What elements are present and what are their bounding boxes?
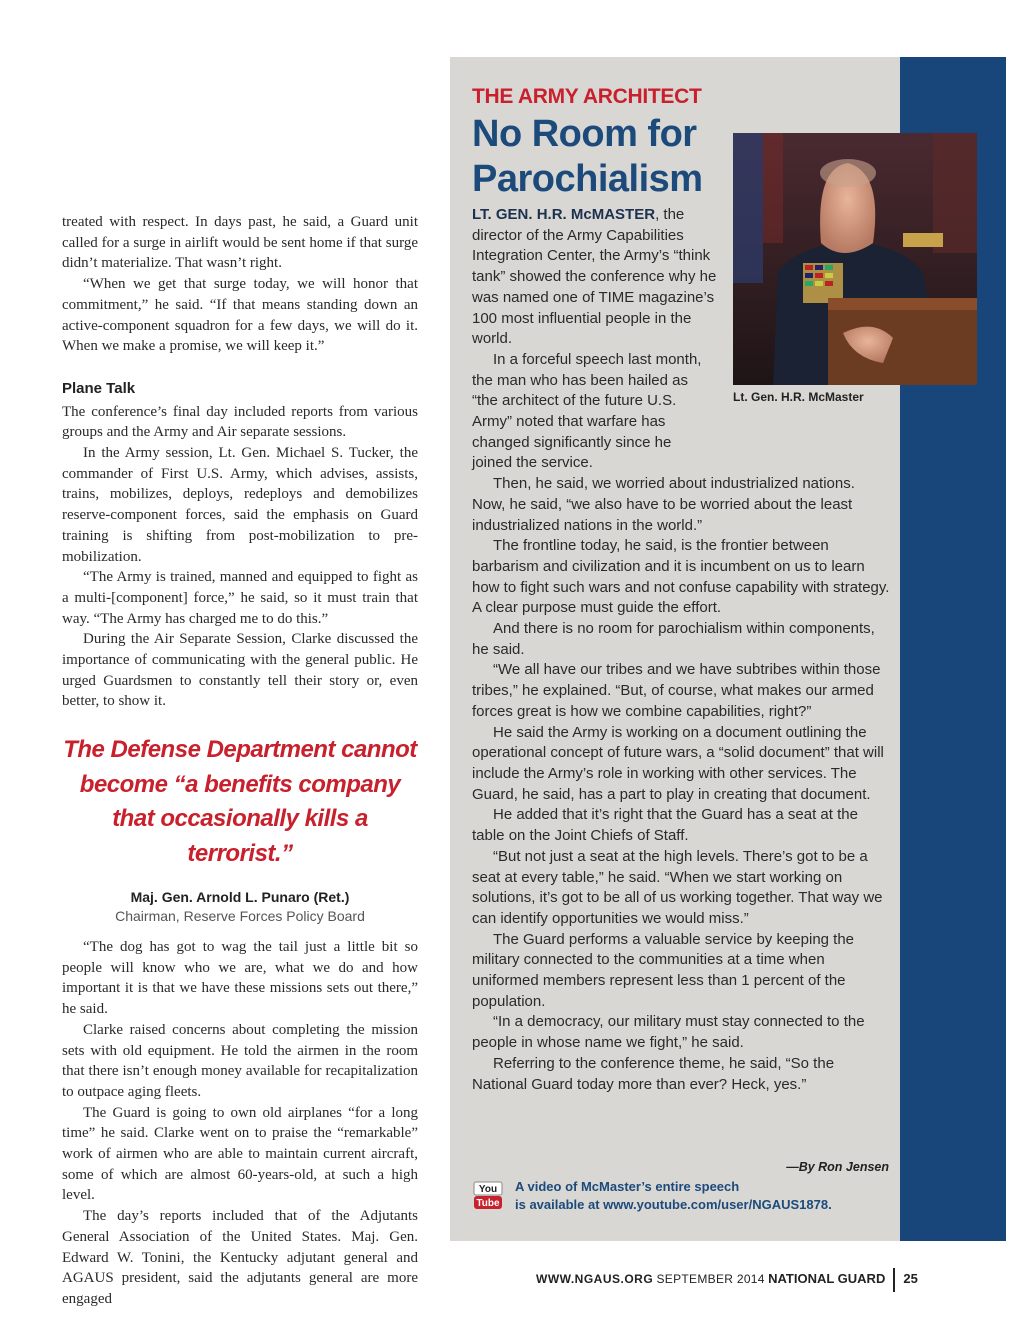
photo-caption: Lt. Gen. H.R. McMaster [733,390,864,404]
paragraph [472,205,728,350]
paragraph: “When we get that surge today, we will honor that commitment,” he said. “If that means standing down an active-component squadron for a few days, we will do it. When we make a promise, we will keep it.” [62,276,418,355]
sidebar-headline: No Room for Parochialism [472,113,703,200]
paragraph: He added that it’s right that the Guard has a seat at the table on the Joint Chiefs of Staff. [472,806,858,845]
paragraph: The Guard is going to own old airplanes “for a long time” he said. Clarke went on to praise the “remarkable” work of airmen who are able to maintain current aircraft, some of which are almost 60-years-old, at such a high level. [62,1104,418,1204]
paragraph: “We all have our tribes and we have subtribes within those tribes,” he explained. “But, of course, what makes our armed forces great is how we combine capabilities, right?” [472,661,881,720]
lead-name: LT. GEN. H.R. McMASTER [472,206,656,223]
paragraph [472,350,890,474]
video-note-line1: A video of McMaster’s entire speech [515,1179,740,1194]
sidebar-kicker: THE ARMY ARCHITECT [472,85,702,108]
paragraph: “The dog has got to wag the tail just a little bit so people will know who we are, what we do and how important it is that we have these missions sets out there,” he said. [62,939,418,1018]
paragraph: He said the Army is working on a document outlining the operational concept of future wars, a “solid document” that will include the Army’s role in working with other services. The Guard, he said, has a part to play in creating that document. [472,723,884,803]
paragraph: The frontline today, he said, is the frontier between barbarism and civilization and it is incumbent on us to learn how to fight such wars and not confuse capability with strategy. A clear purpose must guide the effort. [472,537,890,617]
youtube-you-text: You [478,1184,498,1195]
paragraph: In the Army session, Lt. Gen. Michael S. Tucker, the commander of First U.S. Army, which advises, assists, trains, mobilizes, deploys, redeploys and demobilizes reserve-component forces, said the emphasis on Guard training is shifting from post-mobilization to pre-mobilization. [62,445,418,565]
paragraph: The day’s reports included that of the Adjutants General Association of the United States. Maj. Gen. Edward W. Tonini, the Kentucky adjutant general and AGAUS president, said the adjutants general are more engaged [62,1208,418,1307]
sidebar-article [472,205,890,1095]
paragraph: Clarke raised concerns about completing the mission sets with old equipment. He told the airmen in the room that there isn’t enough money available for recapitalization to outpace aging fleets. [62,1021,418,1100]
byline: —By Ron Jensen [786,1160,889,1174]
youtube-icon[interactable] [473,1181,503,1211]
footer-magazine-name: NATIONAL GUARD [768,1271,886,1287]
paragraph-text: In a forceful speech last month, the man who has been hailed as “the architect of the future U.S. Army” noted that warfare has changed significantly since he joined the service. [472,350,702,472]
paragraph-text: , the director of the Army Capabilities Integration Center, the Army’s “think tank” showed the conference why he was named one of TIME magazine’s 100 most influential people in the world. [472,206,717,348]
paragraph: Referring to the conference theme, he said, “So the National Guard today more than ever? Heck, yes.” [472,1054,835,1093]
paragraph: “In a democracy, our military must stay connected to the people in whose name we fight,” he said. [472,1013,865,1052]
page-number: 25 [903,1271,918,1287]
video-note [515,1178,895,1214]
paragraph: Then, he said, we worried about industrialized nations. Now, he said, “we also have to be worried about the least industrialized nations in the world.” [472,475,855,534]
paragraph: The Guard performs a valuable service by keeping the military connected to the communities at a time when uniformed members represent less than 1 percent of the population. [472,930,855,1010]
pull-quote-text: The Defense Department cannot become “a benefits company that occasionally kills a terrorist.” [63,736,417,867]
youtube-tube-text: Tube [476,1198,500,1209]
paragraph: “The Army is trained, manned and equipped to fight as a multi-[component] force,” he said, so it must train that way. “The Army has charged me to do this.” [62,569,418,627]
paragraph: During the Air Separate Session, Clarke discussed the importance of communicating with the general public. He urged Guardsmen to constantly tell their story or, even better, to show it. [62,631,418,710]
section-subhead: Plane Talk [62,379,136,397]
paragraph: treated with respect. In days past, he said, a Guard unit called for a surge in airlift would be sent home if that surge didn’t materialize. That wasn’t right. [62,214,418,272]
video-note-link[interactable]: is available at www.youtube.com/user/NGAUS1878. [515,1197,832,1212]
paragraph: The conference’s final day included reports from various groups and the Army and Air separate sessions. [62,403,418,441]
paragraph: And there is no room for parochialism within components, he said. [472,620,875,658]
paragraph: “But not just a seat at the high levels. There’s got to be a seat at every table,” he said. “When we start working on solutions, it’s got to be all of us working together. That way we can identify opportunities we would miss.” [472,847,883,927]
left-column-article [62,212,418,712]
page-footer [536,1268,936,1292]
pull-quote-name: Maj. Gen. Arnold L. Punaro (Ret.) [130,889,350,906]
footer-divider [893,1268,895,1292]
left-column-article-continued [62,937,418,1310]
footer-website[interactable]: WWW.NGAUS.ORG [536,1272,654,1287]
pull-quote [62,733,418,924]
footer-date: SEPTEMBER 2014 [656,1272,765,1287]
pull-quote-title: Chairman, Reserve Forces Policy Board [115,908,365,925]
